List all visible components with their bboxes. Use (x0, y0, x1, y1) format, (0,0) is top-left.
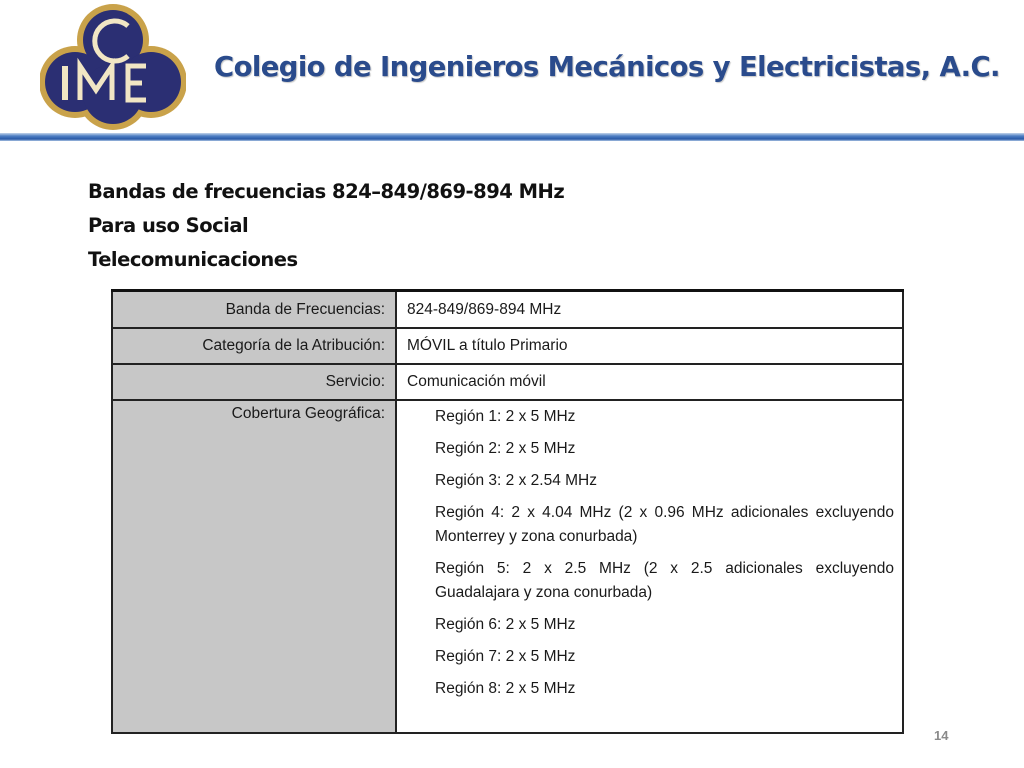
row-label: Cobertura Geográfica: (112, 400, 396, 733)
intro-line-bands: Bandas de frecuencias 824–849/869-894 MHz (88, 180, 565, 203)
table-row (112, 364, 903, 400)
coverage-regions-cell (396, 400, 903, 733)
organization-title: Colegio de Ingenieros Mecánicos y Electricistas, A.C. (214, 51, 1000, 83)
row-label: Servicio: (112, 364, 396, 400)
row-label: Categoría de la Atribución: (112, 328, 396, 364)
page-number: 14 (934, 728, 949, 743)
row-value: 824-849/869-894 MHz (396, 291, 903, 329)
table-row (112, 291, 903, 329)
cime-logo (40, 4, 186, 130)
list-item: Región 8: 2 x 5 MHz (435, 680, 576, 697)
table-row (112, 328, 903, 364)
row-value: MÓVIL a título Primario (396, 328, 903, 364)
table-row (112, 400, 903, 733)
list-item: Región 5: 2 x 2.5 MHz (2 x 2.5 adicionales excluyendo Guadalajara y zona conurbada) (435, 560, 894, 601)
list-item: Región 2: 2 x 5 MHz (435, 440, 576, 457)
intro-line-use: Para uso Social (88, 214, 249, 237)
list-item: Región 3: 2 x 2.54 MHz (435, 472, 597, 489)
list-item: Región 1: 2 x 5 MHz (435, 408, 576, 425)
list-item: Región 4: 2 x 4.04 MHz (2 x 0.96 MHz adicionales excluyendo Monterrey y zona conurbada) (435, 504, 894, 545)
header-divider (0, 133, 1024, 141)
intro-block (88, 175, 564, 277)
row-value: Comunicación móvil (396, 364, 903, 400)
region-list (407, 405, 902, 701)
row-label: Banda de Frecuencias: (112, 291, 396, 329)
intro-line-sector: Telecomunicaciones (88, 248, 298, 271)
list-item: Región 7: 2 x 5 MHz (435, 648, 576, 665)
list-item: Región 6: 2 x 5 MHz (435, 616, 576, 633)
frequency-spec-table (111, 289, 904, 734)
